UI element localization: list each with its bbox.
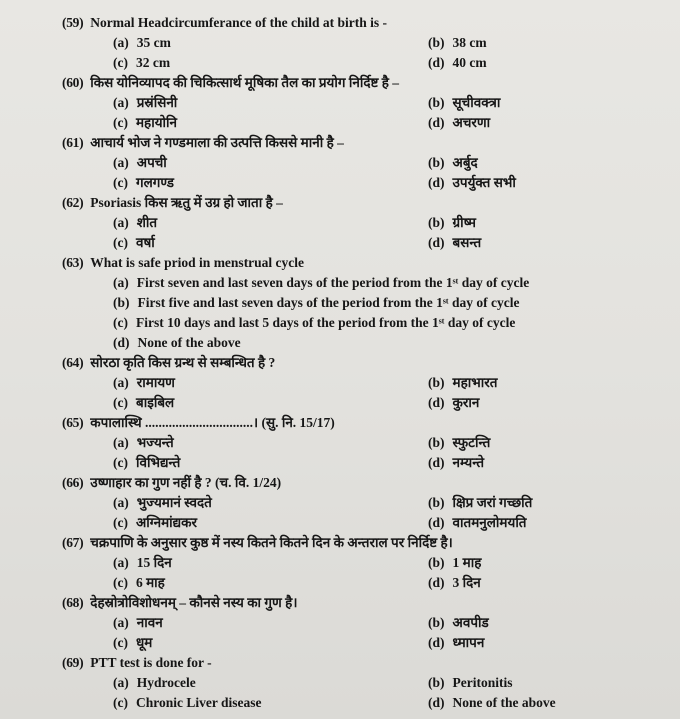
option [428,113,680,133]
option-label: (c) [113,175,128,190]
option-label: (c) [113,55,128,70]
option [113,433,428,453]
options [0,33,680,73]
option-label: (d) [428,575,445,590]
option-label: (c) [113,695,128,710]
question-line [0,353,680,373]
option [113,213,428,233]
option-label: (a) [113,495,129,510]
option-text: विभिद्यन्ते [135,455,181,470]
option [428,213,680,233]
question-block [0,473,680,533]
option-text: शीत [136,215,158,230]
option-label: (d) [113,335,130,350]
option-label: (a) [113,615,129,630]
option [428,173,680,193]
option-text: 32 cm [135,55,171,70]
option-text: अपची [136,155,167,170]
option-text: Chronic Liver disease [135,695,262,710]
option [428,493,680,513]
option-label: (d) [428,635,445,650]
option-label: (c) [113,235,128,250]
option [428,613,680,633]
question-block [0,133,680,193]
options [0,673,680,713]
question-number: (60) [62,75,84,90]
option [113,273,680,293]
option-text: ध्मापन [452,635,485,650]
question-block [0,353,680,413]
question-line [0,193,680,213]
option-label: (b) [428,675,445,690]
option [113,393,428,413]
option [113,673,428,693]
option-label: (a) [113,675,129,690]
option [113,633,428,653]
question-text: उष्णाहार का गुण नहीं है ? (च. वि. 1/24) [90,475,282,490]
question-line [0,413,680,433]
option [113,613,428,633]
option [113,293,680,313]
option-text: Hydrocele [136,675,196,690]
option-text: नावन [136,615,163,630]
option-text: First seven and last seven days of the period from the 1ˢᵗ day of cycle [136,275,530,290]
option [428,553,680,573]
question-text: What is safe priod in menstrual cycle [90,255,305,270]
options [0,493,680,533]
option [428,693,680,713]
option-text: नम्यन्ते [452,455,485,470]
question-number: (61) [62,135,84,150]
question-block [0,593,680,653]
option [113,33,428,53]
option [113,93,428,113]
question-block [0,13,680,73]
option-text: 6 माह [135,575,165,590]
option-label: (b) [428,495,445,510]
option-label: (c) [113,575,128,590]
option-text: 1 माह [452,555,482,570]
question-text: किस योनिव्यापद की चिकित्सार्थ मूषिका तैल का प्रयोग निर्दिष्ट है – [90,75,400,90]
question-line [0,13,680,33]
options [0,273,680,353]
option-text: सूचीवक्त्रा [452,95,501,110]
question-text: Normal Headcircumferance of the child at birth is - [90,15,387,30]
option-label: (d) [428,175,445,190]
option-label: (b) [113,295,130,310]
option-label: (b) [428,615,445,630]
option [428,53,680,73]
option-label: (d) [428,695,445,710]
question-line [0,653,680,673]
question-text: PTT test is done for - [90,655,212,670]
option-label: (b) [428,215,445,230]
option-label: (b) [428,95,445,110]
option-label: (b) [428,375,445,390]
option [113,553,428,573]
option-text: अर्बुद [452,155,478,170]
question-number: (65) [62,415,84,430]
option-label: (d) [428,235,445,250]
option-label: (b) [428,435,445,450]
option-text: अग्निमांद्यकर [135,515,198,530]
question-number: (69) [62,655,84,670]
option [428,93,680,113]
question-block [0,413,680,473]
option-label: (c) [113,515,128,530]
option-text: 38 cm [452,35,487,50]
option-text: 40 cm [452,55,487,70]
option [113,453,428,473]
option-label: (d) [428,55,445,70]
option [113,573,428,593]
option-text: रामायण [136,375,175,390]
question-block [0,533,680,593]
option-label: (b) [428,555,445,570]
option-label: (d) [428,455,445,470]
option-text: बसन्त [452,235,482,250]
options [0,373,680,413]
question-list [0,13,680,713]
option-text: ग्रीष्म [452,215,476,230]
option [113,513,428,533]
option-text: स्फुटन्ति [452,435,491,450]
option [428,573,680,593]
option-text: 35 cm [136,35,171,50]
option [113,693,428,713]
option-text: महाभारत [452,375,498,390]
option-label: (c) [113,115,128,130]
question-line [0,253,680,273]
question-number: (67) [62,535,84,550]
question-line [0,473,680,493]
option [428,33,680,53]
option [113,153,428,173]
option-label: (c) [113,395,128,410]
option-label: (d) [428,395,445,410]
option-label: (a) [113,435,129,450]
options [0,153,680,193]
options [0,93,680,133]
option-text: First 10 days and last 5 days of the period from the 1ˢᵗ day of cycle [135,315,516,330]
option-label: (a) [113,215,129,230]
option [428,393,680,413]
option-text: धूम [135,635,153,650]
option [428,513,680,533]
option-text: Peritonitis [452,675,513,690]
option [113,173,428,193]
option-text: None of the above [452,695,556,710]
question-line [0,533,680,553]
option-text: उपर्युक्त सभी [452,175,516,190]
option [113,373,428,393]
options [0,433,680,473]
option-text: 3 दिन [452,575,481,590]
question-number: (64) [62,355,84,370]
option-text: First five and last seven days of the period from the 1ˢᵗ day of cycle [137,295,520,310]
options [0,553,680,593]
option-text: बाइबिल [135,395,175,410]
question-number: (59) [62,15,84,30]
option-text: अचरणा [452,115,491,130]
option-text: प्रस्रंसिनी [136,95,178,110]
option-label: (a) [113,375,129,390]
option [113,493,428,513]
option-label: (d) [428,515,445,530]
question-text: चक्रपाणि के अनुसार कुष्ठ में नस्य कितने कितने दिन के अन्तराल पर निर्दिष्ट है। [90,535,453,550]
question-number: (68) [62,595,84,610]
question-line [0,73,680,93]
question-text: देहस्रोत्रोविशोधनम् – कौनसे नस्य का गुण है। [90,595,298,610]
option-label: (c) [113,315,128,330]
option [428,673,680,693]
question-block [0,73,680,133]
options [0,613,680,653]
question-line [0,133,680,153]
option-label: (a) [113,95,129,110]
question-text: कपालास्थि ................................। (सु. नि. 15/17) [90,415,335,430]
option [113,53,428,73]
option-text: गलगण्ड [135,175,174,190]
question-text: Psoriasis किस ऋतु में उग्र हो जाता है – [90,195,283,210]
option-text: वर्षा [135,235,155,250]
option-label: (b) [428,35,445,50]
option-text: भुज्यमानं स्वदते [136,495,212,510]
option-label: (a) [113,275,129,290]
option-text: कुरान [452,395,480,410]
option-text: 15 दिन [136,555,172,570]
option-text: None of the above [137,335,241,350]
question-block [0,253,680,353]
option-label: (a) [113,35,129,50]
question-text: आचार्य भोज ने गण्डमाला की उत्पत्ति किससे मानी है – [90,135,344,150]
option [113,333,680,353]
question-block [0,193,680,253]
option-label: (d) [428,115,445,130]
option [113,233,428,253]
option [428,153,680,173]
option-text: वातमनुलोमयति [452,515,527,530]
option-label: (b) [428,155,445,170]
option-label: (c) [113,635,128,650]
question-line [0,593,680,613]
option-text: क्षिप्र जरां गच्छति [452,495,533,510]
question-number: (62) [62,195,84,210]
option [113,313,680,333]
option-label: (c) [113,455,128,470]
option [428,453,680,473]
question-block [0,653,680,713]
question-number: (63) [62,255,84,270]
options [0,213,680,253]
option [428,633,680,653]
option-text: महायोनि [135,115,178,130]
question-number: (66) [62,475,84,490]
question-text: सोरठा कृति किस ग्रन्थ से सम्बन्धित है ? [90,355,276,370]
option [428,373,680,393]
option [113,113,428,133]
option [428,233,680,253]
option [428,433,680,453]
option-label: (a) [113,555,129,570]
option-text: अवपीड [452,615,489,630]
option-label: (a) [113,155,129,170]
option-text: भज्यन्ते [136,435,174,450]
